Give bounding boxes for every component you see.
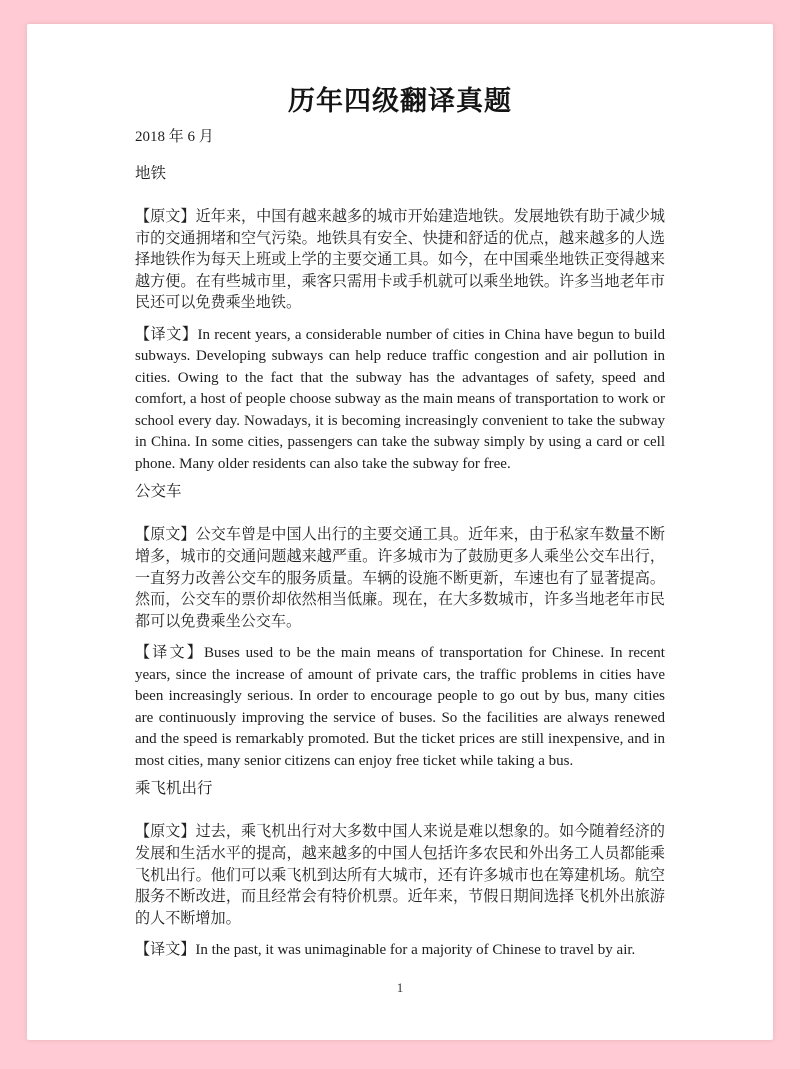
section-heading: 地铁 (135, 165, 167, 182)
translation-label: 【译文】 (135, 941, 196, 959)
translation-paragraph (135, 642, 665, 772)
section-bus (135, 481, 665, 772)
translation-paragraph (135, 939, 665, 962)
translation-label: 【译文】 (135, 325, 198, 343)
source-text: 近年来，中国有越来越多的城市开始建造地铁。发展地铁有助于减少城市的交通拥堵和空气污染。地铁具有安全、快捷和舒适的优点，越来越多的人选择地铁作为每天上班或上学的主要交通工具。如今，在中国乘坐地铁正变得越来越方便。在有些城市里，乘客只需用卡或手机就可以乘坐地铁。许多当地老年市民还可以免费乘坐地铁。 (135, 208, 665, 312)
section-air-travel (135, 778, 665, 961)
translation-paragraph (135, 324, 665, 476)
source-paragraph (135, 206, 665, 314)
document-page (27, 24, 773, 1040)
source-text: 过去，乘飞机出行对大多数中国人来说是难以想象的。如今随着经济的发展和生活水平的提高，越来越多的中国人包括许多农民和外出务工人员都能乘飞机出行。他们可以乘飞机到达所有大城市，还有许多城市也在筹建机场。航空服务不断改进，而且经常会有特价机票。近年来，节假日期间选择飞机外出旅游的人不断增加。 (135, 823, 665, 927)
translation-label: 【译文】 (135, 644, 204, 662)
source-label: 【原文】 (135, 823, 196, 841)
page-number: 1 (396, 980, 404, 995)
document-title: 历年四级翻译真题 (288, 86, 512, 116)
section-subway (135, 163, 665, 475)
source-text: 公交车曾是中国人出行的主要交通工具。近年来，由于私家车数量不断增多，城市的交通问题越来越严重。许多城市为了鼓励更多人乘坐公交车出行，一直努力改善公交车的服务质量。车辆的设施不断更新，车速也有了显著提高。然而，公交车的票价却依然相当低廉。现在，在大多数城市，许多当地老年市民都可以免费乘坐公交车。 (135, 526, 665, 630)
date-line: 2018 年 6 月 (135, 129, 214, 145)
translation-text: Buses used to be the main means of transportation for Chinese. In recent years, since the increase of amount of private cars, the traffic problems in cities have been increasingly serious. In order to encourage people to go out by bus, many cities are continuously improving the service of buses. So the facilities are always renewed and the speed is remarkably promoted. But the ticket prices are still inexpensive, and in most cities, many senior citizens can enjoy free ticket while taking a bus. (135, 645, 665, 769)
translation-text: In recent years, a considerable number of cities in China have begun to build subways. Developing subways can help reduce traffic congestion and air pollution in cities. Owing to the fact that the subway has the advantages of safety, speed and comfort, a host of people choose subway as the main means of transportation to work or school every day. Nowadays, it is becoming increasingly convenient to take the subway in China. In some cities, passengers can take the subway simply by using a card or cell phone. Many older residents can also take the subway for free. (135, 326, 665, 472)
section-heading: 公交车 (135, 483, 182, 501)
source-label: 【原文】 (135, 526, 196, 544)
translation-text: In the past, it was unimaginable for a majority of Chinese to travel by air. (195, 942, 636, 959)
source-paragraph (135, 524, 665, 632)
source-label: 【原文】 (135, 208, 196, 225)
section-heading: 乘飞机出行 (135, 780, 213, 798)
source-paragraph (135, 821, 665, 929)
